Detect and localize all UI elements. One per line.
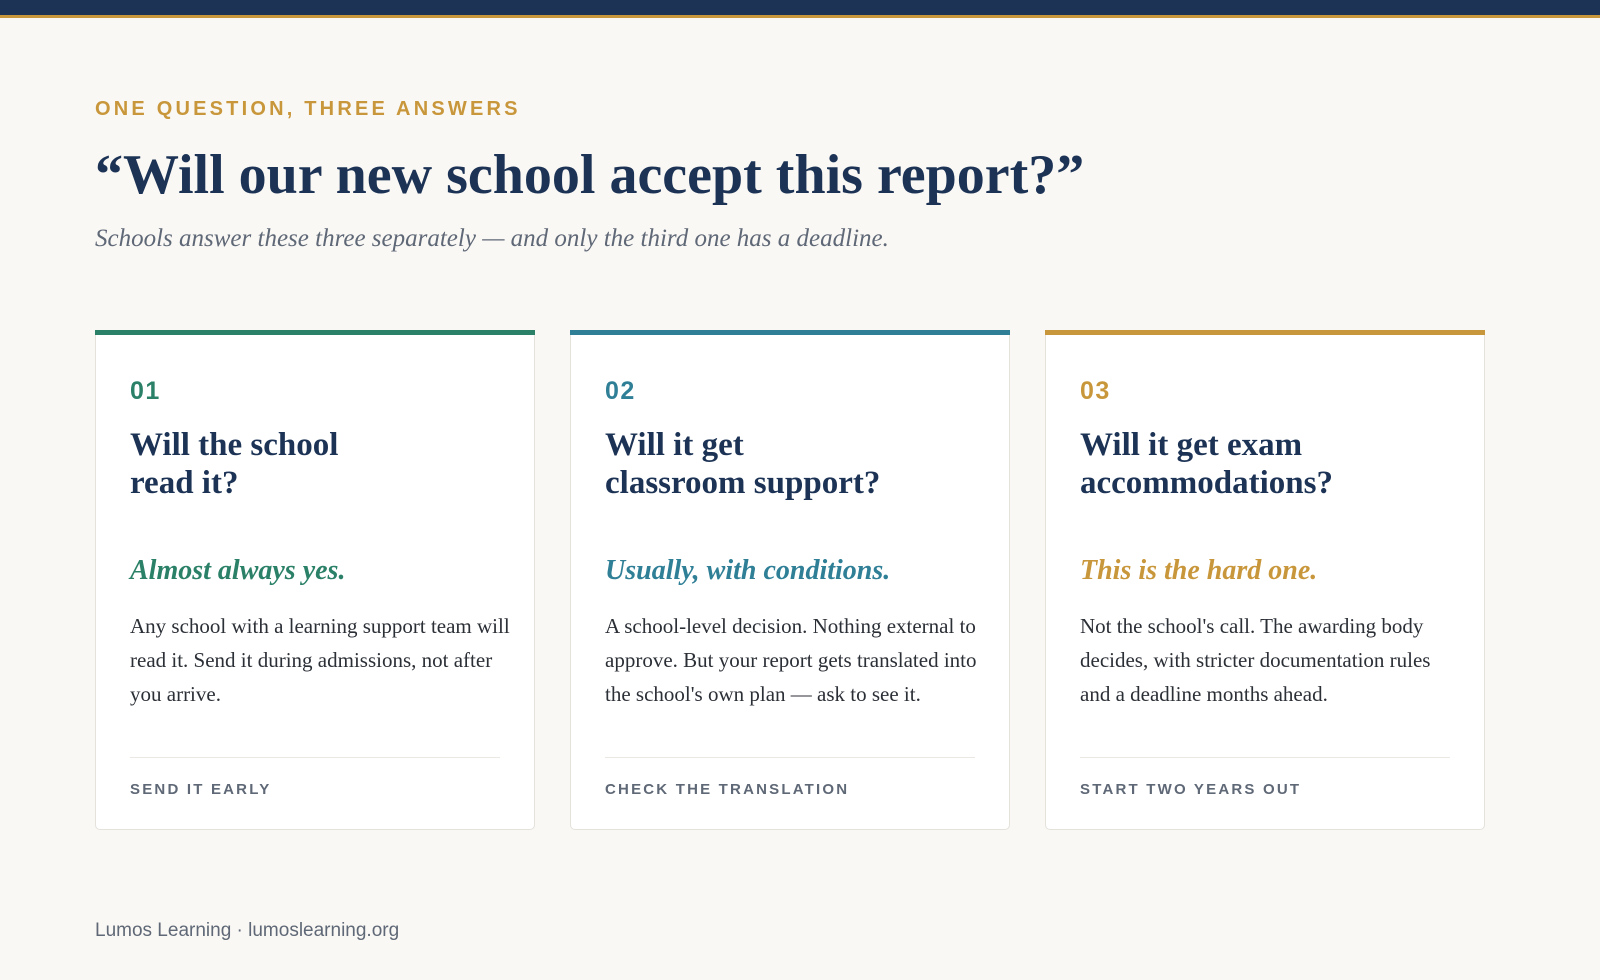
card-accent-bar xyxy=(95,330,535,335)
page-subtitle: Schools answer these three separately — and only the third one has a deadline. xyxy=(95,225,889,252)
card-exam-accommodations xyxy=(1045,330,1485,830)
card-cta-label: CHECK THE TRANSLATION xyxy=(605,781,850,798)
card-number: 03 xyxy=(1080,377,1111,405)
card-number: 01 xyxy=(130,377,161,405)
card-title-line-1: Will it get xyxy=(605,427,744,463)
card-title-line-1: Will the school xyxy=(130,427,339,463)
card-divider xyxy=(1080,757,1450,758)
top-banner-bar xyxy=(0,0,1600,15)
card-classroom-support xyxy=(570,330,1010,830)
card-body: Not the school's call. The awarding body decides, with stricter documentation rules and a deadline months ahead. xyxy=(1080,614,1431,706)
page-title: “Will our new school accept this report?” xyxy=(95,144,1085,206)
top-banner-accent-line xyxy=(0,15,1600,18)
card-accent-bar xyxy=(1045,330,1485,335)
card-body: A school-level decision. Nothing external to approve. But your report gets translated into the school's own plan — ask to see it. xyxy=(605,614,977,706)
card-number: 02 xyxy=(605,377,636,405)
card-title-line-2: accommodations? xyxy=(1080,465,1333,501)
card-answer: Usually, with conditions. xyxy=(605,555,891,586)
card-title-line-2: classroom support? xyxy=(605,465,881,501)
card-divider xyxy=(130,757,500,758)
card-title xyxy=(130,426,510,502)
card-divider xyxy=(605,757,975,758)
answer-cards xyxy=(95,330,1505,830)
card-answer: This is the hard one. xyxy=(1080,555,1318,586)
card-title-line-1: Will it get exam xyxy=(1080,427,1303,463)
card-body: Any school with a learning support team will read it. Send it during admissions, not after you arrive. xyxy=(130,614,510,706)
eyebrow-label: ONE QUESTION, THREE ANSWERS xyxy=(95,98,521,120)
card-title xyxy=(605,426,985,502)
card-title-line-2: read it? xyxy=(130,465,239,501)
card-accent-bar xyxy=(570,330,1010,335)
card-read-it xyxy=(95,330,535,830)
card-answer: Almost always yes. xyxy=(130,555,346,586)
footer-credit: Lumos Learning · lumoslearning.org xyxy=(95,920,400,941)
card-cta-label: SEND IT EARLY xyxy=(130,781,272,798)
card-cta-label: START TWO YEARS OUT xyxy=(1080,781,1302,798)
card-title xyxy=(1080,426,1460,502)
